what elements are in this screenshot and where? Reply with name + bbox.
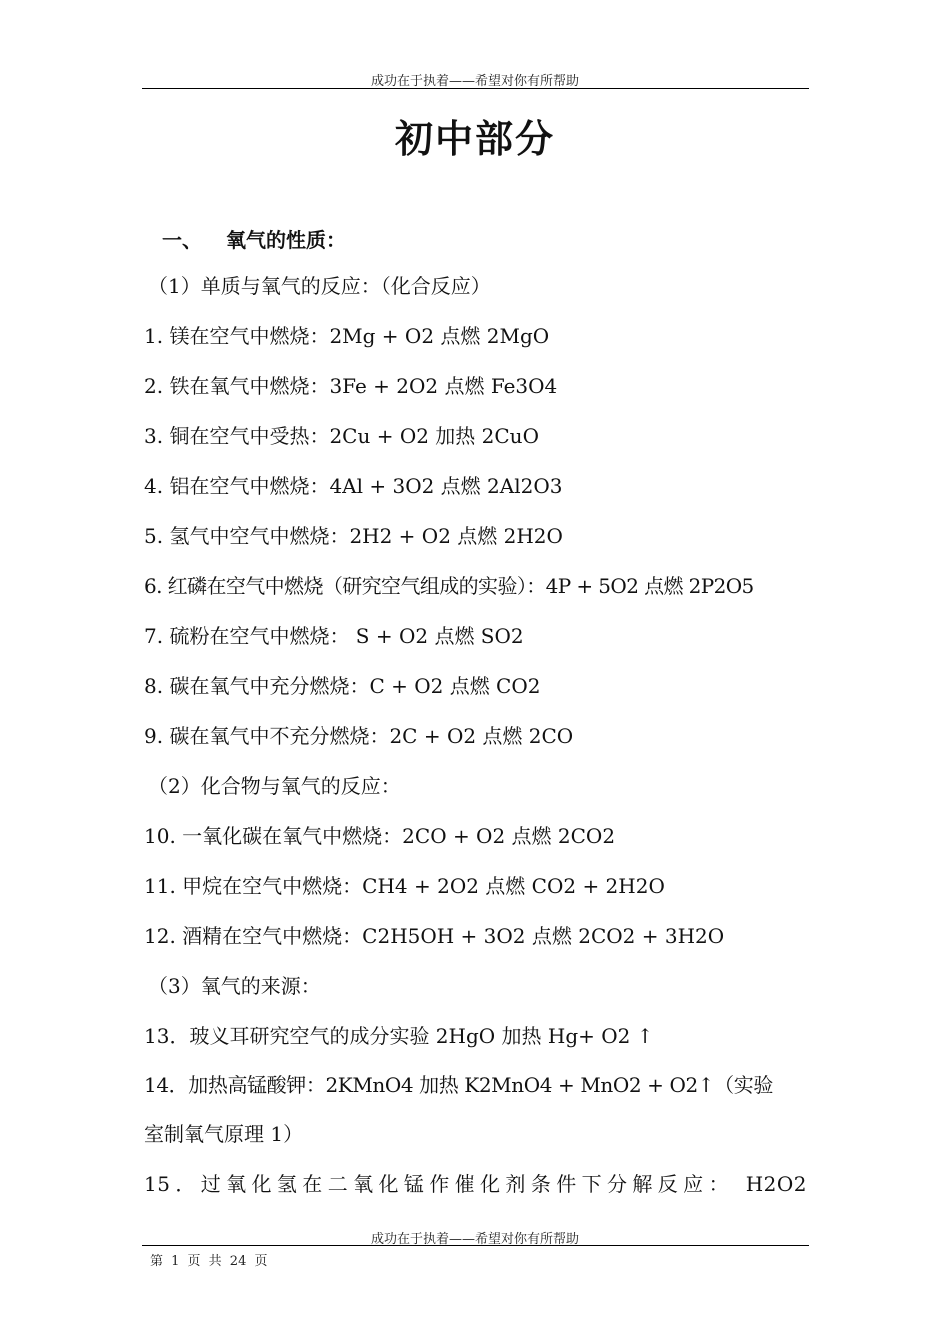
equation-line: 15．过氧化氢在二氧化锰作催化剂条件下分解反应： H2O2	[144, 1172, 807, 1196]
equation-line: 12. 酒精在空气中燃烧：C2H5OH + 3O2 点燃 2CO2 + 3H2O	[144, 924, 725, 948]
equation-line: 8. 碳在氧气中充分燃烧：C + O2 点燃 CO2	[144, 674, 541, 698]
equation-line: 6. 红磷在空气中燃烧（研究空气组成的实验）：4P + 5O2 点燃 2P2O5	[144, 574, 754, 598]
header-divider	[142, 88, 809, 89]
equation-line: 9. 碳在氧气中不充分燃烧：2C + O2 点燃 2CO	[144, 724, 574, 748]
subsection-heading: （2）化合物与氧气的反应：	[148, 774, 401, 798]
page-header: 成功在于执着——希望对你有所帮助	[370, 74, 579, 89]
equation-line: 2. 铁在氧气中燃烧：3Fe + 2O2 点燃 Fe3O4	[144, 374, 558, 398]
section-title: 氧气的性质：	[226, 228, 346, 252]
page-number: 第 1 页 共 24 页	[150, 1254, 268, 1269]
equation-line: 5. 氢气中空气中燃烧：2H2 + O2 点燃 2H2O	[144, 524, 563, 548]
subsection-heading: （1）单质与氧气的反应：（化合反应）	[148, 274, 491, 298]
subsection-heading: （3）氧气的来源：	[148, 974, 321, 998]
equation-line: 3. 铜在空气中受热：2Cu + O2 加热 2CuO	[144, 424, 539, 448]
equation-line-continued: 室制氧气原理 1）	[144, 1122, 304, 1146]
equation-line: 7. 硫粉在空气中燃烧： S + O2 点燃 SO2	[144, 624, 524, 648]
equation-line: 4. 铝在空气中燃烧：4Al + 3O2 点燃 2Al2O3	[144, 474, 563, 498]
page-title: 初中部分	[394, 117, 555, 161]
page-footer: 成功在于执着——希望对你有所帮助	[370, 1232, 579, 1247]
equation-line: 13．玻义耳研究空气的成分实验 2HgO 加热 Hg+ O2 ↑	[144, 1024, 654, 1048]
equation-line: 10. 一氧化碳在氧气中燃烧：2CO + O2 点燃 2CO2	[144, 824, 616, 848]
equation-line: 11. 甲烷在空气中燃烧：CH4 + 2O2 点燃 CO2 + 2H2O	[144, 874, 665, 898]
section-heading	[162, 224, 346, 253]
equation-line: 14．加热高锰酸钾：2KMnO4 加热 K2MnO4 + MnO2 + O2↑（实验	[144, 1073, 773, 1097]
footer-divider	[142, 1245, 809, 1246]
section-number: 一、	[162, 228, 202, 252]
equation-line: 1. 镁在空气中燃烧：2Mg + O2 点燃 2MgO	[144, 324, 550, 348]
